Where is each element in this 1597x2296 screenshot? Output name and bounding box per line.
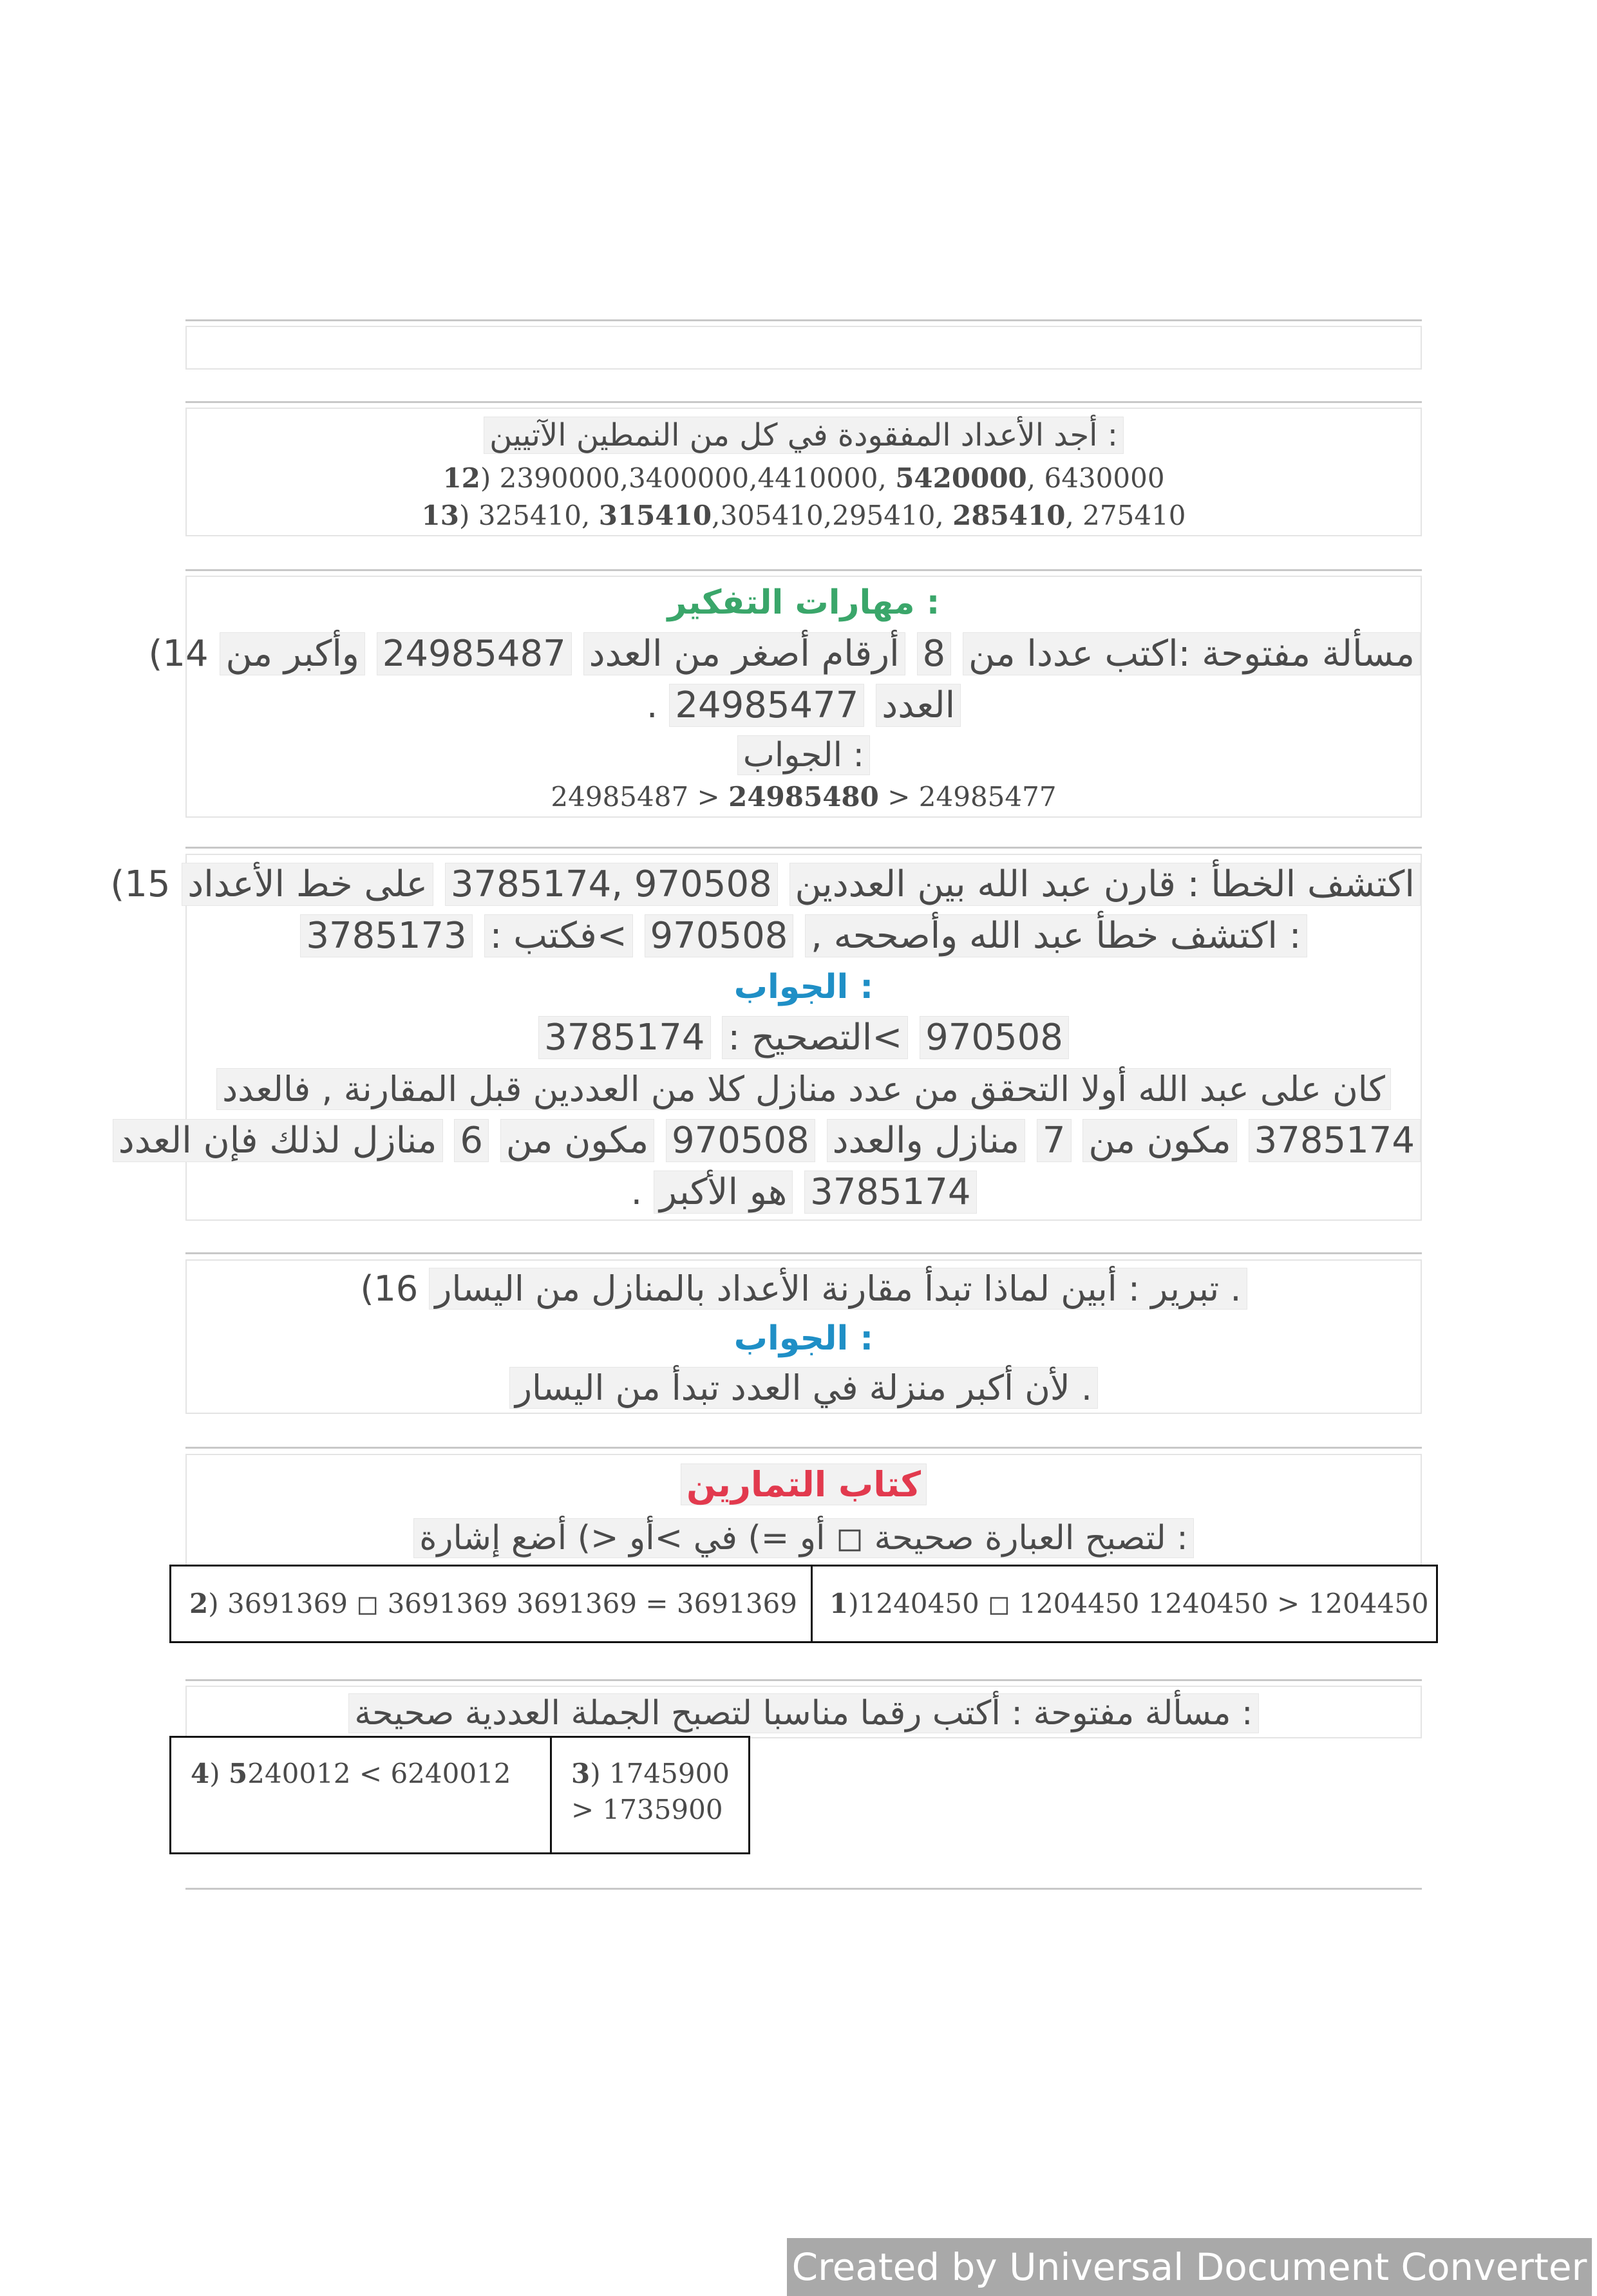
table-cell-4: 4) 5240012 < 6240012 [191, 1758, 511, 1789]
open-problem-box [185, 1686, 1422, 1738]
separator-line [185, 1888, 1422, 1890]
open-problem-table [169, 1736, 750, 1854]
exercises-box [185, 1454, 1422, 1567]
missing-numbers-instruction: : أجد الأعداد المفقودة في كل من النمطين الآتيين [187, 413, 1421, 458]
problem-16-answer: . لأن أكبر منزلة في العدد تبدأ من اليسار [187, 1364, 1421, 1413]
separator-line [185, 401, 1422, 403]
exercises-instruction: : لتصبح العبارة صحيحة ◻ أو =) في >أو <) أضع إشارة [187, 1514, 1421, 1562]
comparison-table [169, 1565, 1438, 1643]
converter-footer: Created by Universal Document Converter [787, 2238, 1592, 2296]
answer-value: 315410 [598, 500, 712, 531]
problem-16-question: . تبرير : أبين لماذا تبدأ مقارنة الأعداد بالمنازل من اليسار 16) [187, 1265, 1421, 1313]
separator-line [185, 569, 1422, 571]
problem-15-explanation-2: 3785174 مكون من 7 منازل والعدد 970508 مكون من 6 منازل لذلك فإن العدد [187, 1116, 1421, 1165]
separator-line [185, 847, 1422, 849]
exercises-heading: كتاب التمارين [187, 1460, 1421, 1509]
thinking-skills-box [148, 576, 1422, 818]
find-error-box [110, 854, 1422, 1221]
thinking-skills-heading: : مهارات التفكير [667, 583, 940, 622]
justify-box [185, 1259, 1422, 1414]
problem-14-line1: مسألة مفتوحة :اكتب عددا من 8 أرقام أصغر من العدد 24985487 وأكبر من 14) [187, 630, 1421, 679]
problem-14-answer: 24985487 > 24985480 > 24985477 [551, 781, 1057, 813]
answer-label: : الجواب [733, 1319, 874, 1358]
pattern-12: 12) 2390000,3400000,4410000, 5420000, 6430000 [442, 462, 1165, 494]
table-cell-2: 2) 3691369 ◻ 3691369 3691369 = 3691369 [189, 1588, 797, 1619]
empty-box [185, 326, 1422, 370]
table-cell-3: 3) 1745900 > 1735900 [571, 1758, 730, 1825]
problem-15-line1: اكتشف الخطأ : قارن عبد الله بين العددين 970508 ,3785174 على خط الأعداد 15) [187, 860, 1421, 909]
problem-15-correction: 970508 >التصحيح : 3785174 [187, 1013, 1421, 1062]
table-cell-1: 1)1240450 ◻ 1204450 1240450 > 1204450 [829, 1588, 1429, 1619]
answer-value: 285410 [952, 500, 1066, 531]
separator-line [185, 319, 1422, 321]
separator-line [185, 1679, 1422, 1681]
problem-15-explanation-3: 3785174 هو الأكبر . [187, 1168, 1421, 1217]
answer-label: : الجواب [187, 733, 1421, 778]
separator-line [185, 1252, 1422, 1254]
separator-line [185, 1447, 1422, 1449]
problem-15-explanation-1: كان على عبد الله أولا التحقق من عدد منازل كلا من العددين قبل المقارنة , فالعدد [187, 1065, 1421, 1114]
problem-15-line2: : اكتشف خطأ عبد الله وأصححه , 970508 >فكتب : 3785173 [187, 912, 1421, 961]
answer-label: : الجواب [733, 968, 874, 1006]
missing-numbers-box [185, 408, 1422, 536]
problem-14-line2: العدد 24985477 . [187, 681, 1421, 730]
open-problem-instruction: : مسألة مفتوحة : أكتب رقما مناسبا لتصبح الجملة العددية صحيحة [187, 1689, 1421, 1737]
pattern-13: 13) 325410, 315410,305410,295410, 285410, 275410 [421, 500, 1186, 531]
answer-value: 5420000 [895, 462, 1027, 494]
